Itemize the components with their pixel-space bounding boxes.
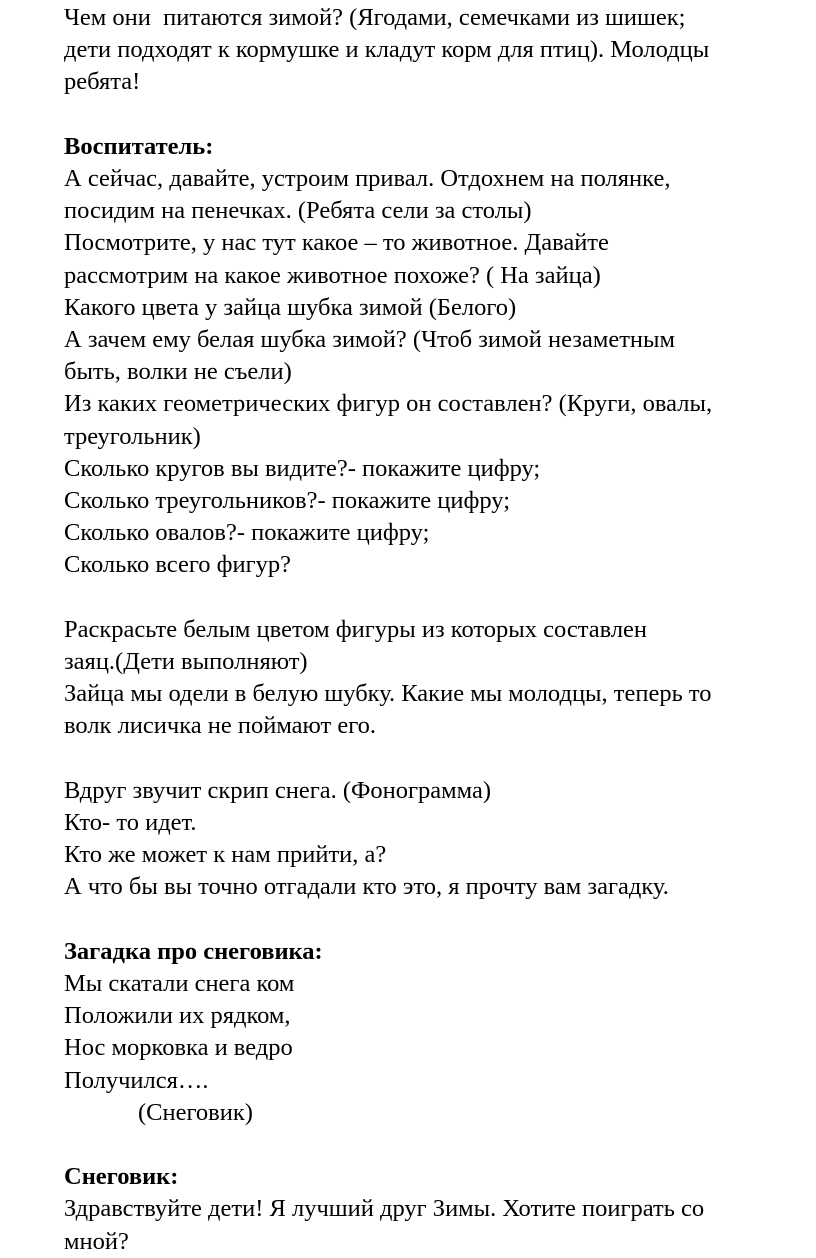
text-line: Вдруг звучит скрип снега. (Фонограмма)	[64, 776, 492, 804]
text-line: посидим на пенечках. (Ребята сели за столы)	[64, 197, 532, 225]
text-line: треугольник)	[64, 422, 201, 450]
text-line: Посмотрите, у нас тут какое – то животное. Давайте	[64, 229, 609, 257]
text-line: А что бы вы точно отгадали кто это, я прочту вам загадку.	[64, 873, 669, 901]
riddle-line: Нос морковка и ведро	[64, 1034, 293, 1062]
section-heading: Воспитатель:	[64, 132, 214, 160]
riddle-line: Мы скатали снега ком	[64, 970, 295, 998]
text-line: Сколько треугольников?- покажите цифру;	[64, 487, 511, 515]
text-line: мной?	[64, 1227, 129, 1255]
snow-sound-paragraph	[64, 775, 809, 904]
text-line: Какого цвета у зайца шубка зимой (Белого)	[64, 293, 517, 321]
text-line: Кто- то идет.	[64, 809, 197, 837]
document-page	[64, 2, 809, 1258]
blank-line	[64, 582, 809, 614]
text-line: А зачем ему белая шубка зимой? (Чтоб зимой незаметным	[64, 326, 676, 354]
riddle-line: Положили их рядком,	[64, 1002, 291, 1030]
text-line: Из каких геометрических фигур он составлен? (Круги, овалы,	[64, 390, 713, 418]
intro-paragraph	[64, 2, 809, 99]
text-line: ребята!	[64, 68, 141, 96]
text-line: Чем они питаются зимой? (Ягодами, семечками из шишек;	[64, 4, 686, 31]
text-line: быть, волки не съели)	[64, 358, 292, 386]
riddle-line: Получился….	[64, 1066, 209, 1094]
blank-line	[64, 743, 809, 775]
text-line: Сколько кругов вы видите?- покажите цифру;	[64, 454, 541, 482]
text-line: заяц.(Дети выполняют)	[64, 648, 308, 676]
text-line: дети подходят к кормушке и кладут корм для птиц). Молодцы	[64, 36, 710, 64]
text-line: Здравствуйте дети! Я лучший друг Зимы. Хотите поиграть со	[64, 1195, 705, 1223]
snowman-section	[64, 1161, 809, 1258]
riddle-answer: (Снеговик)	[138, 1098, 253, 1126]
section-heading: Снеговик:	[64, 1163, 179, 1191]
text-line: Сколько овалов?- покажите цифру;	[64, 519, 430, 547]
riddle-section	[64, 936, 809, 1129]
text-line: Сколько всего фигур?	[64, 551, 292, 579]
blank-line	[64, 904, 809, 936]
teacher-section	[64, 131, 809, 582]
text-line: Зайца мы одели в белую шубку. Какие мы молодцы, теперь то	[64, 680, 712, 708]
coloring-paragraph	[64, 614, 809, 743]
section-heading: Загадка про снеговика:	[64, 937, 323, 965]
text-line: рассмотрим на какое животное похоже? ( На зайца)	[64, 261, 601, 289]
blank-line	[64, 1129, 809, 1161]
text-line: Раскрасьте белым цветом фигуры из которых составлен	[64, 615, 648, 643]
text-line: Кто же может к нам прийти, а?	[64, 841, 387, 869]
text-line: волк лисичка не поймают его.	[64, 712, 377, 740]
text-line: А сейчас, давайте, устроим привал. Отдохнем на полянке,	[64, 165, 671, 192]
blank-line	[64, 99, 809, 131]
